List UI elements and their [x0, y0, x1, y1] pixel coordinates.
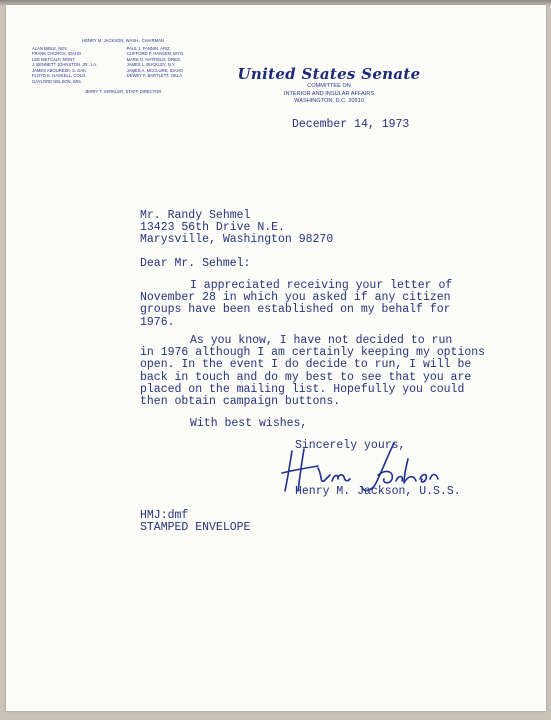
- paragraph-line: I appreciated receiving your letter of: [190, 279, 453, 292]
- members-left-column: [32, 46, 119, 85]
- member-name: MARK O. HATFIELD, OREG.: [126, 56, 182, 62]
- member-name: JAMES L. BUCKLEY, N.Y.: [126, 62, 176, 67]
- member-name: FRANK CHURCH, IDAHO: [32, 51, 82, 56]
- signer-name: Henry M. Jackson, U.S.S.: [295, 485, 461, 498]
- committee-line: COMMITTEE ON: [307, 83, 351, 89]
- committee-heading: [260, 83, 398, 106]
- paragraph-line: then obtain campaign buttons.: [140, 395, 341, 409]
- paragraph-line: 1976.: [140, 315, 175, 329]
- senate-heading: United States Senate: [237, 65, 421, 83]
- paragraph-line: As you know, I have not decided to run: [190, 334, 453, 347]
- paragraph-line: groups have been established on my behalf for: [140, 303, 451, 317]
- member-name: PAUL J. FANNIN, ARIZ.: [126, 45, 171, 51]
- paragraph-line: November 28 in which you asked if any citizen: [140, 291, 451, 305]
- member-name: FLOYD K. HASKELL, COLO.: [32, 73, 87, 78]
- paragraph-line: open. In the event I do decide to run, I will be: [140, 358, 472, 372]
- paragraph-line: in 1976 although I am certainly keeping my options: [140, 346, 486, 360]
- paragraph-line: back in touch and do my best to see that you are: [140, 370, 472, 384]
- paragraph-line: placed on the mailing list. Hopefully you could: [140, 382, 465, 396]
- member-columns: [32, 46, 214, 85]
- paragraph-two: [140, 335, 500, 408]
- member-name: JAMES ABOUREZK, S. DAK.: [32, 67, 88, 73]
- committee-roster: [32, 38, 214, 95]
- staff-director-line: JERRY T. VERKLER, STAFF DIRECTOR: [84, 89, 162, 94]
- member-name: J. BENNETT JOHNSTON, JR., LA.: [32, 62, 98, 67]
- recipient-city: Marysville, Washington 98270: [140, 233, 334, 247]
- paragraph-one: [140, 280, 500, 329]
- recipient-address: [140, 210, 333, 247]
- recipient-street: 13423 56th Drive N.E.: [140, 221, 285, 235]
- member-name: CLIFFORD P. HANSEN, WYO.: [126, 51, 185, 56]
- reference-initials: HMJ:dmf: [140, 509, 189, 522]
- recipient-name: Mr. Randy Sehmel: [140, 209, 251, 222]
- committee-name: INTERIOR AND INSULAR AFFAIRS: [283, 90, 375, 97]
- member-name: LEE METCALF, MONT.: [32, 56, 76, 62]
- member-name: JAMES A. MCCLURE, IDAHO: [126, 67, 183, 73]
- member-name: GAYLORD NELSON, WIS.: [32, 78, 82, 84]
- letterhead-location: WASHINGTON, D.C. 20510: [294, 98, 364, 104]
- enclosure-note: STAMPED ENVELOPE: [140, 521, 251, 534]
- salutation: Dear Mr. Sehmel:: [140, 257, 251, 270]
- chairman-line: HENRY M. JACKSON, WASH., CHAIRMAN: [82, 38, 164, 43]
- sign-off: Sincerely yours,: [295, 439, 406, 452]
- closing: With best wishes,: [190, 417, 308, 430]
- member-name: DEWEY F. BARTLETT, OKLA.: [126, 73, 184, 78]
- members-right-column: [127, 46, 214, 85]
- member-name: ALAN BIBLE, NEV.: [32, 45, 68, 51]
- letter-date: December 14, 1973: [292, 118, 410, 131]
